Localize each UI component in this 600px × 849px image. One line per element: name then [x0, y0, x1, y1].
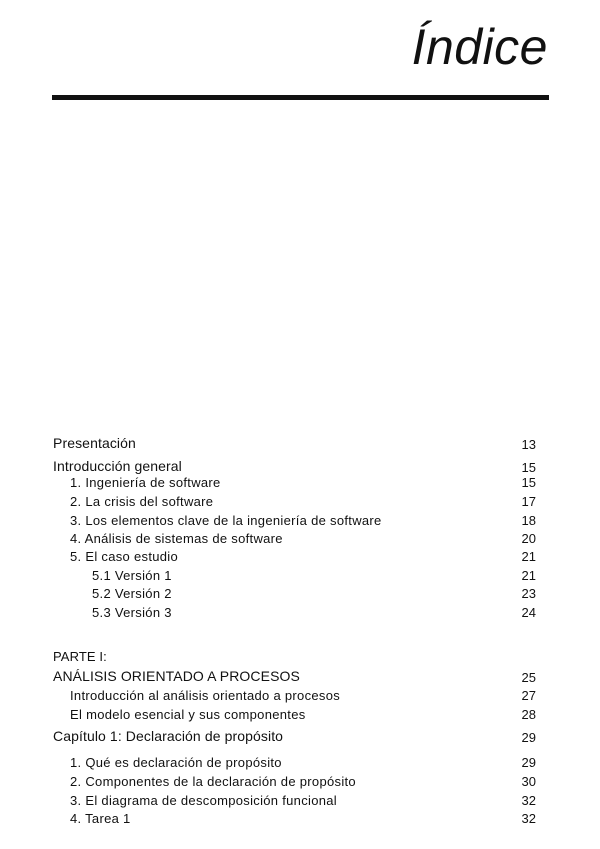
toc-entry-label: 2. Componentes de la declaración de propósito	[70, 774, 356, 789]
toc-entry	[0, 707, 600, 725]
toc-entry	[0, 649, 600, 667]
toc-entry	[0, 568, 600, 586]
toc-entry-label: 5.1 Versión 1	[92, 568, 172, 583]
toc-entry-page: 32	[521, 793, 536, 808]
toc-entry	[0, 774, 600, 792]
toc-entry-page: 29	[521, 755, 536, 770]
toc-entry	[0, 811, 600, 829]
toc-entry-page: 17	[521, 494, 536, 509]
index-title: Índice	[411, 19, 548, 75]
toc-entry-label: Capítulo 1: Declaración de propósito	[53, 728, 284, 744]
toc-entry	[0, 668, 600, 686]
toc-entry	[0, 586, 600, 604]
toc-entry-page: 18	[521, 513, 536, 528]
toc-entry-page: 25	[521, 670, 536, 685]
toc-entry-label: 5.2 Versión 2	[92, 586, 172, 601]
toc-entry-page: 29	[521, 730, 536, 745]
toc-entry-label: 1. Ingeniería de software	[70, 475, 221, 490]
toc-entry-label: 5. El caso estudio	[70, 549, 179, 564]
toc-entry	[0, 728, 600, 746]
toc-entry-label: 5.3 Versión 3	[92, 605, 172, 620]
toc-entry-page: 27	[521, 688, 536, 703]
toc-entry-label: 3. Los elementos clave de la ingeniería de software	[70, 513, 382, 528]
toc-entry	[0, 458, 600, 476]
toc-entry-label: 4. Análisis de sistemas de software	[70, 531, 283, 546]
toc-entry-label: Introducción al análisis orientado a procesos	[70, 688, 341, 703]
toc-entry-page: 30	[521, 774, 536, 789]
toc-entry-label: ANÁLISIS ORIENTADO A PROCESOS	[53, 668, 300, 684]
toc-entry-page: 32	[521, 811, 536, 826]
toc-entry-page: 13	[521, 437, 536, 452]
toc-entry-label: El modelo esencial y sus componentes	[70, 707, 306, 722]
toc-entry-label: 1. Qué es declaración de propósito	[70, 755, 282, 770]
toc-entry	[0, 549, 600, 567]
toc-entry-page: 28	[521, 707, 536, 722]
toc-entry-page: 21	[521, 549, 536, 564]
toc-entry	[0, 513, 600, 531]
toc-entry	[0, 531, 600, 549]
toc-entry	[0, 793, 600, 811]
toc-entry	[0, 494, 600, 512]
toc-entry	[0, 605, 600, 623]
title-rule	[52, 95, 549, 100]
toc-entry-label: 4. Tarea 1	[70, 811, 131, 826]
toc-entry-label: 2. La crisis del software	[70, 494, 214, 509]
toc-entry-label: Presentación	[53, 435, 136, 451]
toc-entry-page: 21	[521, 568, 536, 583]
toc-entry	[0, 435, 600, 453]
toc-entry-label: PARTE I:	[53, 649, 107, 664]
toc-entry-page: 23	[521, 586, 536, 601]
toc-entry-page: 24	[521, 605, 536, 620]
toc-entry-label: Introducción general	[53, 458, 182, 474]
toc-entry-label: 3. El diagrama de descomposición funcional	[70, 793, 337, 808]
toc-entry	[0, 755, 600, 773]
toc-entry-page: 15	[521, 460, 536, 475]
toc-entry-page: 20	[521, 531, 536, 546]
toc-entry-page: 15	[521, 475, 536, 490]
toc-entry	[0, 475, 600, 493]
toc-entry	[0, 688, 600, 706]
